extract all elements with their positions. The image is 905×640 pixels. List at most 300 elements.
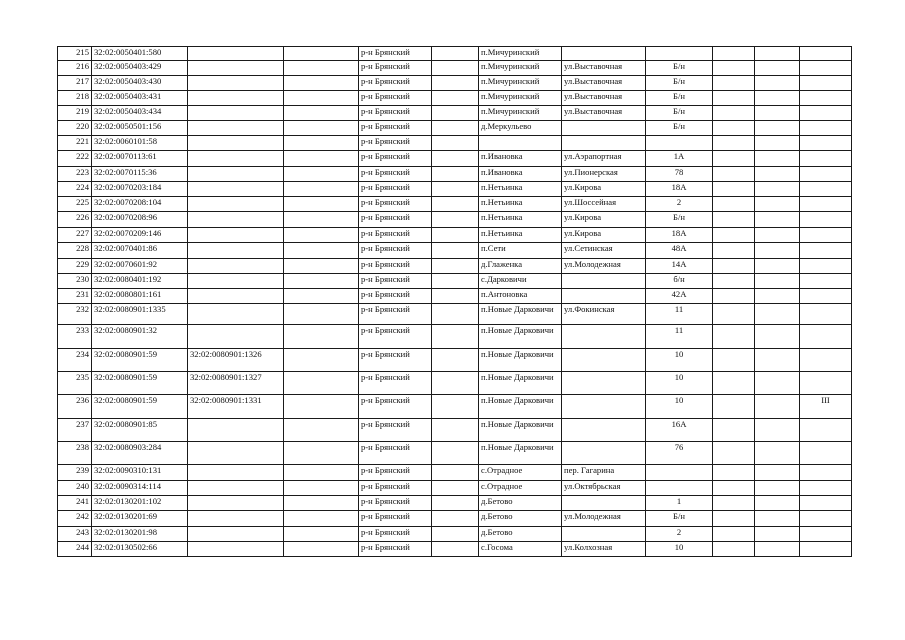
cell-n: 243 [58, 527, 92, 542]
cell-empty-10 [755, 481, 800, 496]
cell-empty-9 [713, 395, 755, 419]
cell-empty-10 [755, 496, 800, 511]
cell-cad: 32:02:0080401:192 [92, 274, 188, 289]
cell-cad2 [188, 442, 284, 465]
cell-empty-10 [755, 121, 800, 136]
cell-x [800, 349, 852, 372]
cell-n: 223 [58, 167, 92, 182]
cell-house: 11 [646, 304, 713, 325]
cell-empty-5 [432, 136, 479, 151]
table-row [58, 465, 852, 481]
cell-cad: 32:02:0080901:85 [92, 419, 188, 442]
cell-place: п.Мичуринский [479, 61, 562, 76]
cell-place: п.Новые Дарковичи [479, 304, 562, 325]
cell-empty-10 [755, 106, 800, 121]
cell-house: 18А [646, 182, 713, 197]
table-row [58, 167, 852, 182]
cell-empty-3 [284, 182, 359, 197]
cell-cad2 [188, 496, 284, 511]
cell-empty-10 [755, 167, 800, 182]
table-row [58, 542, 852, 557]
table-row [58, 76, 852, 91]
cell-cad2 [188, 481, 284, 496]
cell-empty-9 [713, 76, 755, 91]
cell-place: п.Нетьинка [479, 182, 562, 197]
cell-house [646, 465, 713, 481]
cell-empty-9 [713, 61, 755, 76]
cell-x [800, 442, 852, 465]
cell-street [562, 289, 646, 304]
cell-street: ул.Молодежная [562, 511, 646, 527]
cell-n: 236 [58, 395, 92, 419]
cell-empty-9 [713, 542, 755, 557]
cell-place: п.Мичуринский [479, 106, 562, 121]
cell-area: р-н Брянский [359, 419, 432, 442]
cell-street [562, 395, 646, 419]
cell-area: р-н Брянский [359, 151, 432, 167]
cell-n: 234 [58, 349, 92, 372]
cell-street [562, 47, 646, 61]
cell-empty-3 [284, 395, 359, 419]
cell-empty-9 [713, 228, 755, 243]
cell-street: ул.Сетинская [562, 243, 646, 259]
cell-empty-5 [432, 511, 479, 527]
cell-x [800, 136, 852, 151]
cell-area: р-н Брянский [359, 442, 432, 465]
cell-empty-5 [432, 167, 479, 182]
cell-empty-3 [284, 349, 359, 372]
cell-empty-5 [432, 372, 479, 395]
cell-empty-3 [284, 106, 359, 121]
cell-place: д.Бетово [479, 496, 562, 511]
cell-street [562, 527, 646, 542]
cell-n: 216 [58, 61, 92, 76]
cell-area: р-н Брянский [359, 76, 432, 91]
table-row [58, 496, 852, 511]
cell-cad2 [188, 465, 284, 481]
cell-street [562, 442, 646, 465]
cell-cad: 32:02:0070115:36 [92, 167, 188, 182]
cell-place: п.Новые Дарковичи [479, 372, 562, 395]
cell-cad: 32:02:0080901:59 [92, 349, 188, 372]
cell-empty-10 [755, 91, 800, 106]
cell-street: ул.Кирова [562, 228, 646, 243]
cell-area: р-н Брянский [359, 496, 432, 511]
cell-street: ул.Октябрьская [562, 481, 646, 496]
cell-n: 229 [58, 259, 92, 274]
cell-cad: 32:02:0070208:104 [92, 197, 188, 212]
table-row [58, 91, 852, 106]
cell-place: п.Новые Дарковичи [479, 325, 562, 349]
cell-empty-5 [432, 151, 479, 167]
cell-n: 231 [58, 289, 92, 304]
cell-empty-9 [713, 121, 755, 136]
cell-empty-5 [432, 212, 479, 228]
cell-place: п.Мичуринский [479, 76, 562, 91]
cell-n: 244 [58, 542, 92, 557]
cell-empty-10 [755, 228, 800, 243]
cell-place: п.Новые Дарковичи [479, 395, 562, 419]
cell-n: 240 [58, 481, 92, 496]
cell-empty-10 [755, 47, 800, 61]
cell-empty-10 [755, 182, 800, 197]
cell-empty-10 [755, 442, 800, 465]
cell-x [800, 496, 852, 511]
cell-cad2 [188, 243, 284, 259]
cell-cad2 [188, 542, 284, 557]
cell-house: 42А [646, 289, 713, 304]
cell-empty-9 [713, 419, 755, 442]
cell-empty-5 [432, 182, 479, 197]
cell-empty-3 [284, 197, 359, 212]
table-row [58, 182, 852, 197]
table-row [58, 47, 852, 61]
cell-cad: 32:02:0050401:580 [92, 47, 188, 61]
cell-empty-10 [755, 274, 800, 289]
cell-street: ул.Выставочная [562, 61, 646, 76]
cell-area: р-н Брянский [359, 274, 432, 289]
cell-empty-3 [284, 274, 359, 289]
cell-area: р-н Брянский [359, 121, 432, 136]
cell-house: 10 [646, 395, 713, 419]
cell-cad: 32:02:0130502:66 [92, 542, 188, 557]
cell-place: п.Ивановка [479, 167, 562, 182]
cell-area: р-н Брянский [359, 527, 432, 542]
cell-empty-10 [755, 419, 800, 442]
cell-cad: 32:02:0050501:156 [92, 121, 188, 136]
cell-n: 239 [58, 465, 92, 481]
cell-area: р-н Брянский [359, 289, 432, 304]
cell-empty-3 [284, 121, 359, 136]
cell-empty-5 [432, 91, 479, 106]
cell-x [800, 167, 852, 182]
table-row [58, 106, 852, 121]
cell-cad2 [188, 511, 284, 527]
table-row [58, 197, 852, 212]
cell-n: 219 [58, 106, 92, 121]
cell-empty-3 [284, 259, 359, 274]
cell-empty-10 [755, 349, 800, 372]
cell-house: 14А [646, 259, 713, 274]
cell-x: III [800, 395, 852, 419]
table-row [58, 372, 852, 395]
cell-cad: 32:02:0080901:59 [92, 372, 188, 395]
cell-cad: 32:02:0050403:434 [92, 106, 188, 121]
cell-empty-5 [432, 442, 479, 465]
cell-empty-3 [284, 167, 359, 182]
cell-place: п.Ивановка [479, 151, 562, 167]
cell-cad: 32:02:0130201:98 [92, 527, 188, 542]
cell-place: п.Мичуринский [479, 91, 562, 106]
cell-house [646, 47, 713, 61]
cell-empty-5 [432, 349, 479, 372]
cell-cad2 [188, 182, 284, 197]
cell-area: р-н Брянский [359, 465, 432, 481]
cell-place: д.Бетово [479, 511, 562, 527]
cell-place: п.Антоновка [479, 289, 562, 304]
cell-n: 235 [58, 372, 92, 395]
cell-area: р-н Брянский [359, 243, 432, 259]
cell-area: р-н Брянский [359, 182, 432, 197]
cell-place: п.Нетьинка [479, 228, 562, 243]
cell-cad2 [188, 106, 284, 121]
cell-place: п.Новые Дарковичи [479, 349, 562, 372]
cell-empty-5 [432, 106, 479, 121]
cell-place: п.Сети [479, 243, 562, 259]
cell-place: д.Глаженка [479, 259, 562, 274]
cell-area: р-н Брянский [359, 372, 432, 395]
cell-place [479, 136, 562, 151]
cell-cad: 32:02:0130201:69 [92, 511, 188, 527]
cell-cad: 32:02:0050403:429 [92, 61, 188, 76]
table-row [58, 442, 852, 465]
cell-house: 78 [646, 167, 713, 182]
cell-empty-5 [432, 228, 479, 243]
cell-empty-3 [284, 243, 359, 259]
cell-empty-10 [755, 465, 800, 481]
cell-empty-10 [755, 76, 800, 91]
cell-street [562, 419, 646, 442]
cell-house: б/н [646, 274, 713, 289]
cell-x [800, 259, 852, 274]
cell-x [800, 465, 852, 481]
cell-empty-3 [284, 151, 359, 167]
cell-cad: 32:02:0070113:61 [92, 151, 188, 167]
cell-cad: 32:02:0090314:114 [92, 481, 188, 496]
cell-empty-10 [755, 372, 800, 395]
table-row [58, 304, 852, 325]
cell-empty-3 [284, 212, 359, 228]
cell-empty-9 [713, 349, 755, 372]
cell-place: с.Госома [479, 542, 562, 557]
cell-empty-3 [284, 419, 359, 442]
cell-street: ул.Фокинская [562, 304, 646, 325]
cell-x [800, 243, 852, 259]
cell-street: ул.Шоссейная [562, 197, 646, 212]
cell-place: п.Мичуринский [479, 47, 562, 61]
cell-empty-9 [713, 496, 755, 511]
table-row [58, 395, 852, 419]
cell-empty-9 [713, 136, 755, 151]
cell-empty-3 [284, 442, 359, 465]
cell-n: 232 [58, 304, 92, 325]
cell-place: п.Нетьинка [479, 197, 562, 212]
cell-house: 2 [646, 527, 713, 542]
cell-x [800, 76, 852, 91]
cell-empty-5 [432, 465, 479, 481]
cell-cad: 32:02:0080903:284 [92, 442, 188, 465]
cell-x [800, 61, 852, 76]
cell-cad2 [188, 419, 284, 442]
cell-cad2 [188, 167, 284, 182]
cell-street [562, 372, 646, 395]
cell-empty-3 [284, 325, 359, 349]
cell-empty-10 [755, 151, 800, 167]
cell-street: ул.Аэрапортная [562, 151, 646, 167]
cell-n: 220 [58, 121, 92, 136]
cell-area: р-н Брянский [359, 511, 432, 527]
cell-n: 230 [58, 274, 92, 289]
cell-empty-5 [432, 419, 479, 442]
cell-house: 1 [646, 496, 713, 511]
cell-x [800, 212, 852, 228]
cell-empty-5 [432, 289, 479, 304]
cell-x [800, 304, 852, 325]
cell-n: 242 [58, 511, 92, 527]
cell-x [800, 325, 852, 349]
cell-x [800, 182, 852, 197]
cell-empty-3 [284, 91, 359, 106]
cell-area: р-н Брянский [359, 304, 432, 325]
cell-house: 2 [646, 197, 713, 212]
cell-empty-9 [713, 212, 755, 228]
cell-street [562, 121, 646, 136]
table-row [58, 274, 852, 289]
cell-x [800, 228, 852, 243]
cell-cad: 32:02:0070203:184 [92, 182, 188, 197]
cell-street: ул.Кирова [562, 212, 646, 228]
cell-empty-3 [284, 511, 359, 527]
cell-empty-3 [284, 136, 359, 151]
cell-area: р-н Брянский [359, 259, 432, 274]
cell-area: р-н Брянский [359, 197, 432, 212]
cell-empty-9 [713, 243, 755, 259]
cell-empty-5 [432, 274, 479, 289]
table-row [58, 121, 852, 136]
cell-empty-9 [713, 274, 755, 289]
cell-cad: 32:02:0080801:161 [92, 289, 188, 304]
cell-empty-10 [755, 527, 800, 542]
cell-place: п.Новые Дарковичи [479, 419, 562, 442]
cell-empty-5 [432, 542, 479, 557]
cell-area: р-н Брянский [359, 136, 432, 151]
cell-x [800, 106, 852, 121]
cell-area: р-н Брянский [359, 395, 432, 419]
table-row [58, 243, 852, 259]
cell-empty-5 [432, 61, 479, 76]
table-row [58, 349, 852, 372]
cell-street [562, 136, 646, 151]
cell-cad: 32:02:0090310:131 [92, 465, 188, 481]
cell-street [562, 274, 646, 289]
cell-house: Б/н [646, 212, 713, 228]
cell-street: ул.Молодежная [562, 259, 646, 274]
cell-n: 215 [58, 47, 92, 61]
cell-empty-9 [713, 289, 755, 304]
cell-cad2 [188, 259, 284, 274]
cell-area: р-н Брянский [359, 167, 432, 182]
cell-x [800, 197, 852, 212]
cell-n: 228 [58, 243, 92, 259]
cell-house: 10 [646, 349, 713, 372]
cell-cad: 32:02:0080901:59 [92, 395, 188, 419]
cell-cad2 [188, 289, 284, 304]
cell-house: 10 [646, 542, 713, 557]
cell-place: с.Отрадное [479, 481, 562, 496]
table-row [58, 136, 852, 151]
cell-house: Б/н [646, 61, 713, 76]
cell-area: р-н Брянский [359, 91, 432, 106]
cell-n: 227 [58, 228, 92, 243]
cell-house [646, 481, 713, 496]
cell-house: Б/н [646, 76, 713, 91]
cell-n: 222 [58, 151, 92, 167]
cell-empty-5 [432, 527, 479, 542]
cell-area: р-н Брянский [359, 325, 432, 349]
cell-area: р-н Брянский [359, 212, 432, 228]
cell-empty-5 [432, 259, 479, 274]
cell-area: р-н Брянский [359, 542, 432, 557]
cell-x [800, 419, 852, 442]
table-row [58, 325, 852, 349]
cell-empty-3 [284, 481, 359, 496]
cell-area: р-н Брянский [359, 349, 432, 372]
cell-empty-3 [284, 527, 359, 542]
table-row [58, 419, 852, 442]
cell-cad: 32:02:0070401:86 [92, 243, 188, 259]
cell-empty-9 [713, 106, 755, 121]
cell-place: с.Дарковичи [479, 274, 562, 289]
cell-cad: 32:02:0050403:431 [92, 91, 188, 106]
table-row [58, 212, 852, 228]
cell-area: р-н Брянский [359, 228, 432, 243]
cell-n: 225 [58, 197, 92, 212]
cell-empty-3 [284, 304, 359, 325]
cell-house: Б/н [646, 511, 713, 527]
cell-empty-5 [432, 197, 479, 212]
table-row [58, 61, 852, 76]
cell-place: с.Отрадное [479, 465, 562, 481]
cell-house: Б/н [646, 91, 713, 106]
cell-house: 10 [646, 372, 713, 395]
cell-house [646, 136, 713, 151]
cell-area: р-н Брянский [359, 481, 432, 496]
cell-cad: 32:02:0050403:430 [92, 76, 188, 91]
cell-cad: 32:02:0070209:146 [92, 228, 188, 243]
cell-empty-10 [755, 259, 800, 274]
cell-x [800, 372, 852, 395]
cell-empty-10 [755, 395, 800, 419]
cell-cad2 [188, 61, 284, 76]
cell-x [800, 47, 852, 61]
cell-empty-5 [432, 325, 479, 349]
cell-place: д.Бетово [479, 527, 562, 542]
cell-place: д.Меркульево [479, 121, 562, 136]
cell-cad2 [188, 212, 284, 228]
cell-area: р-н Брянский [359, 47, 432, 61]
cell-empty-9 [713, 465, 755, 481]
cell-street [562, 349, 646, 372]
cell-x [800, 121, 852, 136]
cell-empty-9 [713, 325, 755, 349]
cell-x [800, 151, 852, 167]
table-row [58, 151, 852, 167]
cell-x [800, 542, 852, 557]
cell-empty-10 [755, 289, 800, 304]
cell-empty-3 [284, 465, 359, 481]
cell-empty-5 [432, 496, 479, 511]
cell-empty-3 [284, 47, 359, 61]
cell-empty-9 [713, 197, 755, 212]
cell-empty-5 [432, 395, 479, 419]
cell-x [800, 527, 852, 542]
cell-cad2 [188, 304, 284, 325]
cell-empty-9 [713, 304, 755, 325]
cell-empty-3 [284, 61, 359, 76]
cell-cad: 32:02:0080901:32 [92, 325, 188, 349]
cell-cad: 32:02:0080901:1335 [92, 304, 188, 325]
cell-n: 233 [58, 325, 92, 349]
